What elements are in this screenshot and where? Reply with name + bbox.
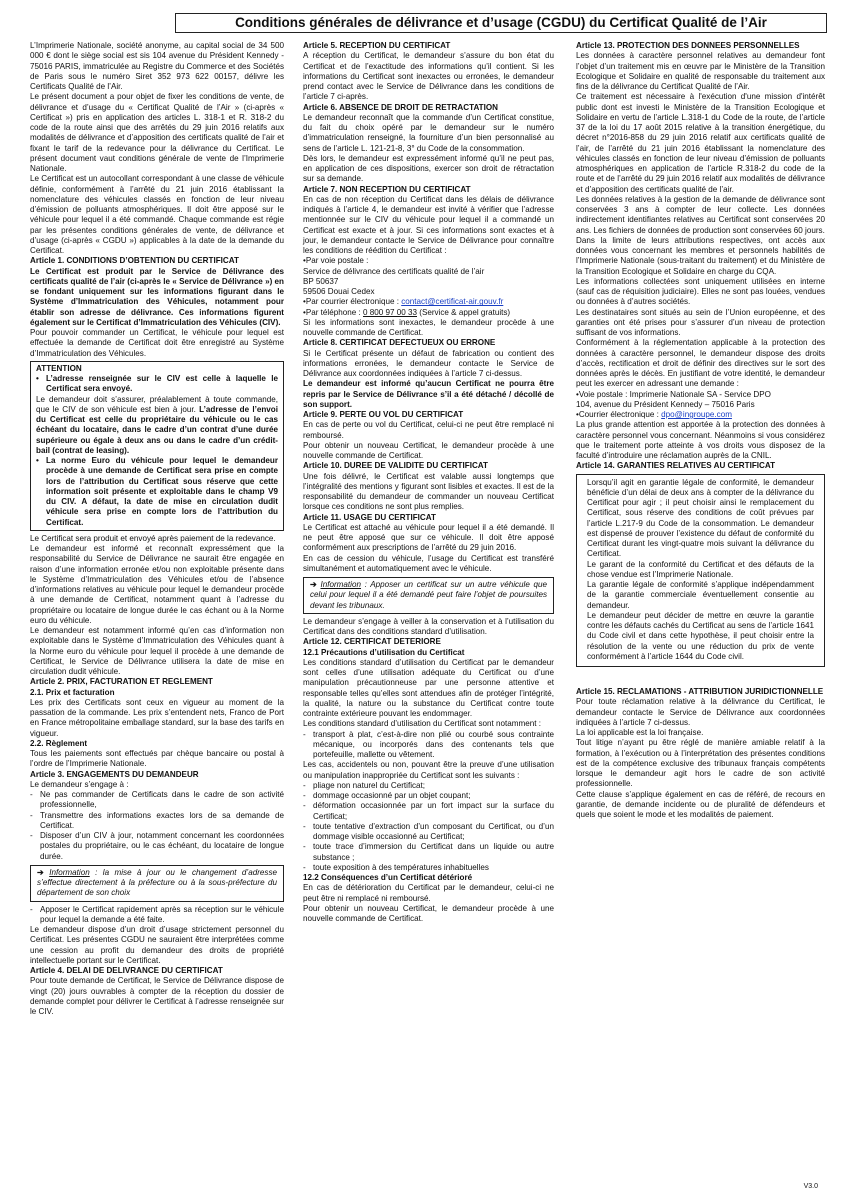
column-2: [303, 41, 554, 924]
list-item: - transport à plat, c’est-à-dire non plié ou courbé sous contrainte mécanique, ou incorporés dans des contenants tels que portefeuille, mallette ou vêtement.: [303, 729, 554, 759]
email-contact: •Par courrier électronique : contact@certificat-air.gouv.fr: [303, 297, 504, 307]
article-5-heading: Article 5. RECEPTION DU CERTIFICAT: [303, 41, 451, 50]
article-3-list: [30, 790, 284, 862]
article-10-text: Une fois délivré, le Certificat est valable aussi longtemps que l’intégralité des mentions y figurant sont lisibles et exactes. Il est de la responsabilité du demandeur de commander un nouveau Certificat lorsque ces conditions ne sont plus remplies.: [303, 471, 554, 512]
article-15-heading: Article 15. RECLAMATIONS - ATTRIBUTION JURIDICTIONNELLE: [576, 687, 824, 696]
guarantee-box: [576, 474, 825, 668]
section-2-2-heading: 2.2. Règlement: [30, 738, 88, 748]
postal-address-line: BP 50637: [303, 276, 339, 286]
dpo-email-contact: •Courrier électronique : dpo@ingroupe.com: [576, 410, 732, 419]
arrow-icon: ➔: [37, 867, 44, 877]
section-12-1-heading: 12.1 Précautions d’utilisation du Certificat: [303, 647, 465, 657]
attention-bullet: • La norme Euro du véhicule pour lequel le demandeur procède à une demande de Certificat sera prise en compte lors de l’attribution du Certificat sous réserve que cette information soit présente et exploitable dans le champ V9 du CIV. A défaut, la date de mise en circulation dudit véhicule sera prise en compte lors de l’attribution du Certificat.: [36, 456, 278, 527]
arrow-icon: ➔: [310, 580, 317, 589]
column-3: [576, 41, 825, 820]
article-13-heading: Article 13. PROTECTION DES DONNEES PERSONNELLES: [576, 41, 800, 50]
dpo-address: 104, avenue du Président Kennedy – 75016 Paris: [576, 399, 755, 409]
article-10-heading: Article 10. DUREE DE VALIDITE DU CERTIFICAT: [303, 461, 488, 471]
article-13-text: Les données à caractère personnel relatives au demandeur font l’objet d’un traitement mis en œuvre par le Ministère de la Transition Ecologique et Solidaire en qualité de responsable du traitement aux fins de la délivrance du Certificat Qualité de l’Air.: [576, 51, 825, 91]
article-9-text: En cas de perte ou vol du Certificat, celui-ci ne peut être remplacé ni remboursé.: [303, 420, 554, 440]
article-6-heading: Article 6. ABSENCE DE DROIT DE RETRACTATION: [303, 102, 499, 112]
article-15-text: La loi applicable est la loi française.: [576, 728, 704, 737]
article-7-text: En cas de non réception du Certificat dans les délais de délivrance indiqués à l’article 4, le demandeur est invité à vérifier que l’adresse mentionnée sur le CIV du véhicule pour lequel il a commandé un Certificat est exacte et à jour. Si ces informations sont exactes et à jour, le demandeur contacte le Service de Délivrance pour connaître les conditions de réédition du Certificat :: [303, 194, 554, 255]
phone-contact: •Par téléphone : 0 800 97 00 33 (Service & appel gratuits): [303, 307, 511, 317]
article-11-text: Le Certificat est attaché au véhicule pour lequel il a été demandé. Il ne peut être apposé que sur ce véhicule. Il doit être apposé conformément aux prescriptions de l’arrêté du 29 juin 2016.: [303, 522, 554, 553]
attention-heading: ATTENTION: [36, 363, 82, 373]
article-1-paragraph: Le Certificat sera produit et envoyé après paiement de la redevance.: [30, 533, 276, 543]
dpo-postal-label: •Voie postale : Imprimerie Nationale SA - Service DPO: [576, 389, 771, 399]
article-8-heading: Article 8. CERTIFICAT DEFECTUEUX OU ERRONE: [303, 338, 496, 348]
article-2-heading: Article 2. PRIX, FACTURATION ET REGLEMENT: [30, 677, 213, 687]
article-3-intro: Le demandeur s’engage à :: [30, 779, 129, 789]
list-item: - toute trace d’immersion du Certificat dans un liquide ou autre substance ;: [303, 842, 554, 862]
article-13-text: Les informations collectées sont uniquement utilisées en interne (sauf cas de réquisition judiciaire). Elles ne sont pas louées, vendues ou données à d’autres sociétés.: [576, 276, 825, 307]
intro-paragraph: L’Imprimerie Nationale, société anonyme, au capital social de 34 500 000 € dont le siège social est sis 104 avenue du Président Kennedy - 75016 PARIS, immatriculée au Registre du Commerce et des Sociétés de Paris sous le numéro Siret 352 973 622 00157, délivre les Certificats Qualité de l’Air.: [30, 41, 284, 91]
intro-paragraph: Le Certificat est un autocollant correspondant à une classe de véhicule définie, conformément à l’arrêté du 21 juin 2016 établissant la nomenclature des véhicules classés en fonction de leur niveau d’émission de polluants atmosphériques. Il doit être apposé sur le véhicule pour lequel il a été commandé. Chaque commande est régie par les présentes conditions générales de vente, de délivrance et d’usage (ci-après « CGDU ») applicables à la date de la demande du Certificat.: [30, 174, 284, 255]
article-15-text: Cette clause s’applique également en cas de référé, de recours en garantie, de demande incidente ou de pluralité de défendeurs et quels que soient le mode et les modalités de paiement.: [576, 789, 825, 819]
article-6-text: Le demandeur reconnaît que la commande d’un Certificat constitue, du fait du choix opéré par le demandeur sur le numéro d’immatriculation renseigné, la fourniture d’un bien personnalisé au sens de l’article L. 121-21-8, 3° du Code de la consommation.: [303, 112, 554, 153]
article-12-text: Les conditions standard d’utilisation du Certificat sont notamment :: [303, 719, 541, 729]
article-12-text: En cas de détérioration du Certificat par le demandeur, celui-ci ne peut être ni remplacé ni remboursé.: [303, 883, 554, 903]
intro-paragraph: Le présent document a pour objet de fixer les conditions de vente, de délivrance et d’usage du « Certificat Qualité de l’Air » (ci-après « Certificat ») pris en application des articles L. 318-1 et R. 318-2 du code de la route ainsi que des arrêtés du 29 juin 2016 relatifs aux modalités de délivrance et d’apposition des certificats qualité de l’air et fixant le tarif de la redevance pour la délivrance du Certificat. Le présent document vaut conditions générale de vente de l’Imprimerie Nationale.: [30, 92, 284, 173]
section-12-2-heading: 12.2 Conséquences d’un Certificat détérioré: [303, 873, 473, 882]
list-item: - toute tentative d’extraction d’un composant du Certificat, ou d’un dommage visible occasionné au Certificat;: [303, 821, 554, 841]
article-12-text: Les cas, accidentels ou non, pouvant être la preuve d’une utilisation ou manipulation inappropriée du Certificat sont les suivants :: [303, 760, 554, 780]
information-box: ➔ Information : la mise à jour ou le changement d’adresse s’effectue directement à la préfecture ou à la sous-préfecture du département de son choix: [30, 865, 284, 902]
article-3-paragraph: Le demandeur dispose d’un droit d’usage strictement personnel du Certificat. Les présentes CGDU ne sauraient être interprétées comme une cession au profit du demandeur des droits de propriété intellectuelle portant sur le Certificat.: [30, 925, 284, 965]
article-15-text: Tout litige n’ayant pu être réglé de manière amiable relatif à la formation, à l’exécution ou à l’interprétation des présentes conditions est de la compétence exclusive des tribunaux français compétents lorsque le demandeur agit hors le cadre de son activité professionnelle.: [576, 738, 825, 789]
attention-box: [30, 361, 284, 531]
article-7-text: Si les informations sont inexactes, le demandeur procède à une nouvelle commande de Certificat.: [303, 317, 554, 337]
article-15-text: Pour toute réclamation relative à la délivrance du Certificat, le demandeur contacte le Service de Délivrance aux coordonnées indiquées à l’article 7 ci-dessus.: [576, 697, 825, 727]
article-13-text: Les données relatives à la gestion de la demande de délivrance sont conservées 3 ans à compter de leur collecte. Les données indirectement identifiantes relatives au Certificat sont conservées 20 ans. Les fichiers de données de production sont conservées 60 jours.: [576, 194, 825, 235]
article-14-text: Le garant de la conformité du Certificat et des défauts de la chose vendue est l’Imprimerie Nationale.: [587, 559, 814, 579]
article-14-text: La garantie légale de conformité s’applique indépendamment de la garantie commerciale éventuellement consentie au demandeur.: [587, 580, 814, 610]
contact-email-link[interactable]: contact@certificat-air.gouv.fr: [401, 297, 504, 307]
article-12-text: Les conditions standard d’utilisation du Certificat par le demandeur sont celles d’une utilisation adéquate du Certificat ou d’une manipulation précautionneuse par une personne attentive et responsable telles qu’elles sont attendues afin de protéger l’intégrité, la qualité, la nature ou la substance du Certificat contre toute contrainte extérieure pouvant les endommager.: [303, 657, 554, 718]
list-item: - pliage non naturel du Certificat;: [303, 780, 426, 790]
section-2-1-text: Les prix des Certificats sont ceux en vigueur au moment de la passation de la commande. Les prix s’entendent nets, Franco de Port en France métropolitaine emballage standard, sur la base des tarifs en vigueur.: [30, 697, 284, 738]
article-12-list: [303, 730, 554, 761]
article-13-text: Dans la limite de leurs attributions respectives, ont accès aux données vous concernant les membres et personnels habilités de l’Imprimerie Nationale (sous-traitant du traitement) et du Ministère de la Transition Ecologique et Solidaire en charge du CQA.: [576, 235, 825, 276]
article-12-list: [303, 781, 554, 873]
list-item: - Apposer le Certificat rapidement après sa réception sur le véhicule pour lequel la demande a été faite.: [30, 904, 284, 924]
list-item: - dommage occasionné par un objet coupant;: [303, 791, 471, 800]
postal-address-line: 59506 Douai Cedex: [303, 287, 375, 296]
article-3-heading: Article 3. ENGAGEMENTS DU DEMANDEUR: [30, 769, 199, 779]
article-1-paragraph: Le demandeur est informé et reconnaît expressément que la responsabilité du Service de Délivrance ne saurait être engagée en raison d’une information erronée et/ou non exploitable présente dans le Système d’Immatriculation des Véhicules et/ou de l’absence d’informations relatives au véhicule pour lequel le demandeur procède à une demande de Certificat, notamment quant à l’adresse du propriétaire ou locataire de longue durée le cas échant ou à la Norme euro du véhicule.: [30, 544, 284, 625]
article-13-text: La plus grande attention est apportée à la protection des données à caractère personnel vous concernant. Néanmoins si vous considérez que le traitement porte atteinte à vos droits vous disposez de la faculté d’introduire une réclamation auprès de la CNIL.: [576, 420, 825, 460]
article-11-text: En cas de cession du véhicule, l’usage du Certificat est transféré simultanément et automatiquement avec le véhicule.: [303, 553, 554, 573]
attention-paragraph: Le demandeur doit s’assurer, préalablement à toute commande, que le CIV de son véhicule est bien à jour. L’adresse de l’envoi du Certificat est celle du propriétaire du véhicule ou le cas échéant du locataire, dans le cadre d’un contrat d’une durée supérieure ou égale à deux ans ou dans le cadre d’un crédit-bail (contrat de leasing).: [36, 394, 278, 455]
article-1-paragraph: Pour pouvoir commander un Certificat, le véhicule pour lequel est effectuée la demande de Certificat doit être enregistré au Système d’Immatriculation des Véhicules.: [30, 328, 284, 358]
contact-phone-link[interactable]: 0 800 97 00 33: [362, 307, 417, 317]
postal-label: •Par voie postale :: [303, 256, 369, 266]
information-box: ➔ Information : Apposer un certificat sur un autre véhicule que celui pour lequel il a été demandé peut faire l’objet de poursuites devant les tribunaux.: [303, 577, 554, 614]
section-2-1-heading: 2.1. Prix et facturation: [30, 687, 115, 697]
article-13-text: Ce traitement est nécessaire à l'exécution d'une mission d'intérêt public dont est investi le Ministère de la Transition Ecologique et Solidaire en vertu de l’article L.318-1 du Code de la route, de l’article 37 de la loi du 17 août 2015 relative à la transition énergétique, du décret n°2016-858 du 29 juin 2016 relatif aux certificats qualité de l’air, de l’arrêté du 21 juin 2016 établissant la nomenclature des véhicules classés en fonction de leur niveau d’émission de polluants atmosphériques en application de l’article R.318-2 du code de la route et de l’arrêté du 29 juin 2016 relatif aux modalités de délivrance et d’apposition des certificats qualité de l’air.: [576, 92, 825, 194]
version-label: V3.0: [803, 1183, 818, 1190]
article-9-text: Pour obtenir un nouveau Certificat, le demandeur procède à une nouvelle commande de Certificat.: [303, 440, 554, 460]
article-6-text: Dès lors, le demandeur est expressément informé qu’il ne peut pas, en application de ces dispositions, exercer son droit de rétractation sur sa demande.: [303, 153, 554, 184]
postal-address-line: Service de délivrance des certificats qualité de l’air: [303, 266, 485, 276]
article-14-heading: Article 14. GARANTIES RELATIVES AU CERTIFICAT: [576, 461, 776, 471]
column-1: [30, 41, 284, 1017]
list-item: - déformation occasionnée par un fort impact sur la surface du Certificat;: [303, 801, 554, 821]
list-item: - Transmettre des informations exactes lors de sa demande de Certificat.: [30, 810, 284, 830]
article-12-heading: Article 12. CERTIFICAT DETERIORE: [303, 637, 441, 647]
article-12-text: Pour obtenir un nouveau Certificat, le demandeur procède à une nouvelle commande de Certificat.: [303, 903, 554, 923]
article-13-text: Conformément à la réglementation applicable à la protection des données à caractère personnel, le demandeur dispose des droits d’accès, rectification et droit de définir des directives sur le sort des données après le décès. En justifiant de votre identité, le demandeur peut les exercer en adressant une demande :: [576, 338, 825, 389]
article-14-text: Le demandeur peut décider de mettre en œuvre la garantie contre les défauts cachés du Certificat au sens de l’article 1641 du Code civil et dans cette hypothèse, il peut choisir entre la résolution de la vente ou une réduction du prix de vente conformément à l’article 1644 du Code civil.: [587, 610, 814, 661]
article-8-text: Si le Certificat présente un défaut de fabrication ou contient des informations erronées, le demandeur contacte le Service de Délivrance aux coordonnées indiquées à l’article 7 ci-dessus.: [303, 348, 554, 378]
article-7-heading: Article 7. NON RECEPTION DU CERTIFICAT: [303, 184, 471, 194]
list-item: - Disposer d’un CIV à jour, notamment concernant les coordonnées postales du propriétaire, ou le cas échéant, du locataire de longue durée.: [30, 831, 284, 861]
article-4-heading: Article 4. DELAI DE DELIVRANCE DU CERTIFICAT: [30, 966, 223, 975]
document-title: Conditions générales de délivrance et d’usage (CGDU) du Certificat Qualité de l’Air: [175, 13, 827, 33]
article-1-paragraph: Le demandeur est notamment informé qu’en cas d’information non exploitable dans le Système d’Immatriculation des Véhicules quant à la Norme euro du véhicule pour lequel il procède à une demande de Certificat, le Service de Délivrance utilisera la date de mise en circulation dudit véhicule.: [30, 626, 284, 676]
dpo-email-link[interactable]: dpo@ingroupe.com: [661, 410, 732, 419]
article-14-text: Lorsqu’il agit en garantie légale de conformité, le demandeur bénéficie d’un délai de deux ans à compter de la délivrance du Certificat pour agir ; il peut choisir ainsi le remplacement du Certificat, sous réserve des conditions de coût prévues par l’article L.217-9 du Code de la consommation. Le demandeur est dispensé de prouver l’existence du défaut de conformité du Certificat durant les vingt-quatre mois suivant la délivrance du Certificat.: [587, 477, 814, 559]
list-item: - toute exposition à des températures inhabituelles: [303, 862, 489, 872]
article-11-text: Le demandeur s’engage à veiller à la conservation et à l’utilisation du Certificat dans des conditions standard d’utilisation.: [303, 616, 554, 636]
attention-bullet: • L’adresse renseignée sur le CIV est celle à laquelle le Certificat sera envoyé.: [36, 374, 278, 394]
article-1-bold-text: Le Certificat est produit par le Service de Délivrance des certificats qualité de l’air (ci-après le « Service de Délivrance ») en se fondant uniquement sur les informations figurant dans le Système d’Immatriculation des Véhicules, notamment pour établir son adresse de délivrance. Ces informations figurent également sur le Certificat d’Immatriculation des Véhicules (CIV).: [30, 266, 284, 327]
article-9-heading: Article 9. PERTE OU VOL DU CERTIFICAT: [303, 410, 464, 419]
article-5-text: A réception du Certificat, le demandeur s’assure du bon état du Certificat et de l’exactitude des informations qu’il contient. Si les informations du Certificat sont inexactes ou erronées, le demandeur prend contact avec le Service de Délivrance dans les conditions de l’article 7 ci-après.: [303, 51, 554, 102]
article-4-text: Pour toute demande de Certificat, le Service de Délivrance dispose de vingt (20) jours ouvrables à compter de la réception du dossier de demande complet pour délivrer le Certificat à l’adresse renseignée sur le CIV.: [30, 976, 284, 1016]
article-8-bold-text: Le demandeur est informé qu’aucun Certificat ne pourra être repris par le Service de Délivrance s’il a été détaché / décollé de son support.: [303, 379, 554, 409]
article-3-list: [30, 905, 284, 926]
section-2-2-text: Tous les paiements sont effectués par chèque bancaire ou postal à l’ordre de l’Imprimerie Nationale.: [30, 749, 284, 769]
list-item: - Ne pas commander de Certificats dans le cadre de son activité professionnelle,: [30, 790, 284, 810]
article-11-heading: Article 11. USAGE DU CERTIFICAT: [303, 512, 436, 522]
article-13-text: Les destinataires sont situés au sein de l’Union européenne, et des garanties ont été prises pour s’assurer d’un niveau de protection suffisant de vos informations.: [576, 307, 825, 337]
article-1-heading: Article 1. CONDITIONS D’OBTENTION DU CERTIFICAT: [30, 256, 239, 266]
